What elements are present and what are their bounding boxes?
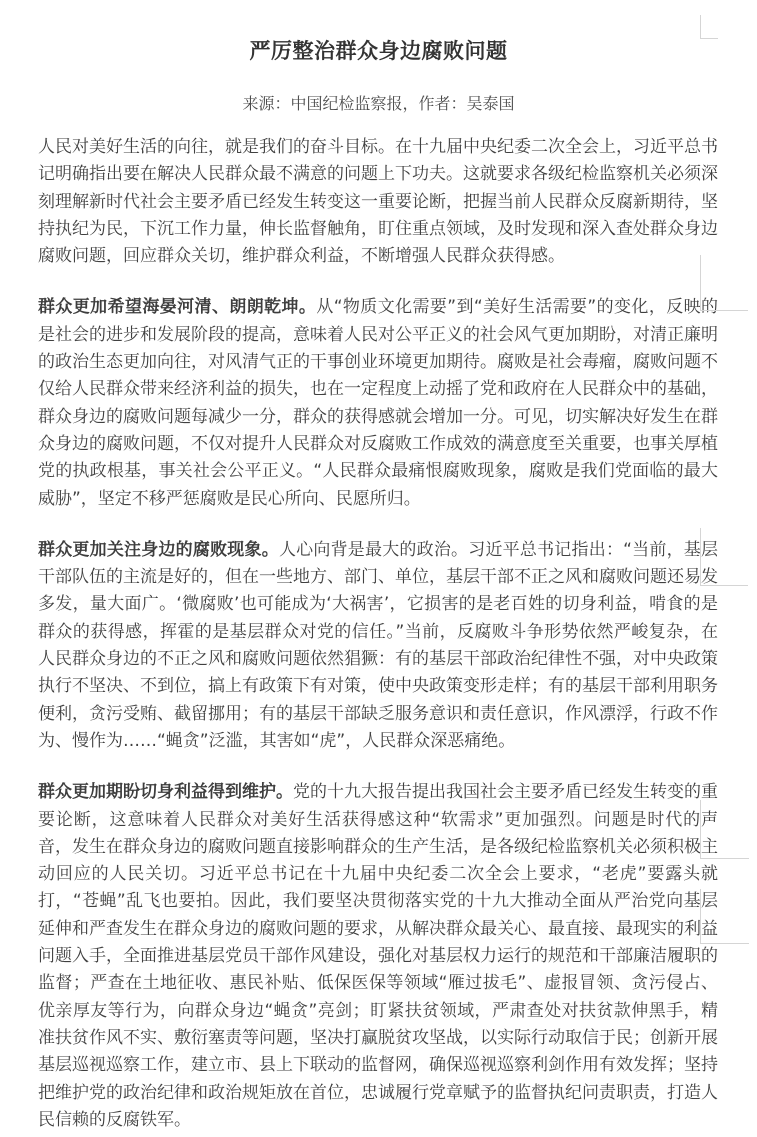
article-title: 严厉整治群众身边腐败问题 (249, 39, 508, 63)
paragraph-text: 人心向背是最大的政治。习近平总书记指出：“当前，基层干部队伍的主流是好的，但在一些地方、部门、单位，基层干部不正之风和腐败问题还易发多发，量大面广。‘微腐败’也可能成为‘大祸害’，它损害的是老百姓的切身利益，啃食的是群众的获得感，挥霍的是基层群众对党的信任。”当前，反腐败斗争形势依然严峻复杂，在人民群众身边的不正之风和腐败问题依然猖獗：有的基层干部政治纪律性不强，对中央政策执行不坚决、不到位，搞上有政策下有对策，使中央政策变形走样；有的基层干部利用职务便利，贪污受贿、截留挪用；有的基层干部缺乏服务意识和责任意识，作风漂浮，行政不作为、慢作为……“蝇贪”泛滥，其害如“虎”，人民群众深恶痛绝。 (38, 539, 719, 751)
paragraph (38, 294, 718, 512)
paragraph (38, 134, 718, 270)
paragraph-lead: 群众更加关注身边的腐败现象。 (38, 539, 279, 560)
paragraph-text: 从“物质文化需要”到“美好生活需要”的变化，反映的是社会的进步和发展阶段的提高，意味着人民对公平正义的社会风气更加期盼，对清正廉明的政治生态更加向往，对风清气正的干事创业环境更加期待。腐败是社会毒瘤，腐败问题不仅给人民群众带来经济利益的损失，也在一定程度上动摇了党和政府在人民群众中的基础，群众身边的腐败问题每减少一分，群众的获得感就会增加一分。可见，切实解决好发生在群众身边的腐败问题，不仅对提升人民群众对反腐败工作成效的满意度至关重要，也事关厚植党的执政根基，事关社会公平正义。“人民群众最痛恨腐败现象，腐败是我们党面临的最大威胁”，坚定不移严惩腐败是民心所向、民愿所归。 (38, 297, 718, 509)
paragraph-lead: 群众更加希望海晏河清、朗朗乾坤。 (38, 297, 317, 318)
paragraph (38, 779, 718, 1134)
paragraph (38, 537, 718, 755)
article-meta: 来源：中国纪检监察报，作者：吴泰国 (242, 94, 515, 113)
paragraph-lead: 群众更加期盼切身利益得到维护。 (38, 782, 293, 803)
article-body (38, 134, 718, 1134)
paragraph-text: 党的十九大报告提出我国社会主要矛盾已经发生转变的重要论断，这意味着人民群众对美好生活获得感这种“软需求”更加强烈。问题是时代的声音，发生在群众身边的腐败问题直接影响群众的生产生活，是各级纪检监察机关必须积极主动回应的人民关切。习近平总书记在十九届中央纪委二次全会上要求，“老虎”要露头就打，“苍蝇”乱飞也要拍。因此，我们要坚决贯彻落实党的十九大推动全面从严治党向基层延伸和严查发生在群众身边的腐败问题的要求，从解决群众最关心、最直接、最现实的利益问题入手，全面推进基层党员干部作风建设，强化对基层权力运行的规范和干部廉洁履职的监督；严查在土地征收、惠民补贴、低保医保等领域“雁过拔毛”、虚报冒领、贪污侵占、优亲厚友等行为，向群众身边“蝇贪”亮剑；盯紧扶贫领域，严肃查处对扶贫款伸黑手，精准扶贫作风不实、敷衍塞责等问题，坚决打赢脱贫攻坚战，以实际行动取信于民；创新开展基层巡视巡察工作，建立市、县上下联动的监督网，确保巡视巡察利剑作用有效发挥；坚持把维护党的政治纪律和政治规矩放在首位，忠诚履行党章赋予的监督执纪问责职责，打造人民信赖的反腐铁军。 (38, 782, 718, 1130)
paragraph-text: 人民对美好生活的向往，就是我们的奋斗目标。在十九届中央纪委二次全会上，习近平总书记明确指出要在解决人民群众最不满意的问题上下功夫。这就要求各级纪检监察机关必须深刻理解新时代社会主要矛盾已经发生转变这一重要论断，把握当前人民群众反腐新期待，坚持执纪为民，下沉工作力量，伸长监督触角，盯住重点领域，及时发现和深入查处群众身边腐败问题，回应群众关切，维护群众利益，不断增强人民群众获得感。 (38, 137, 718, 267)
